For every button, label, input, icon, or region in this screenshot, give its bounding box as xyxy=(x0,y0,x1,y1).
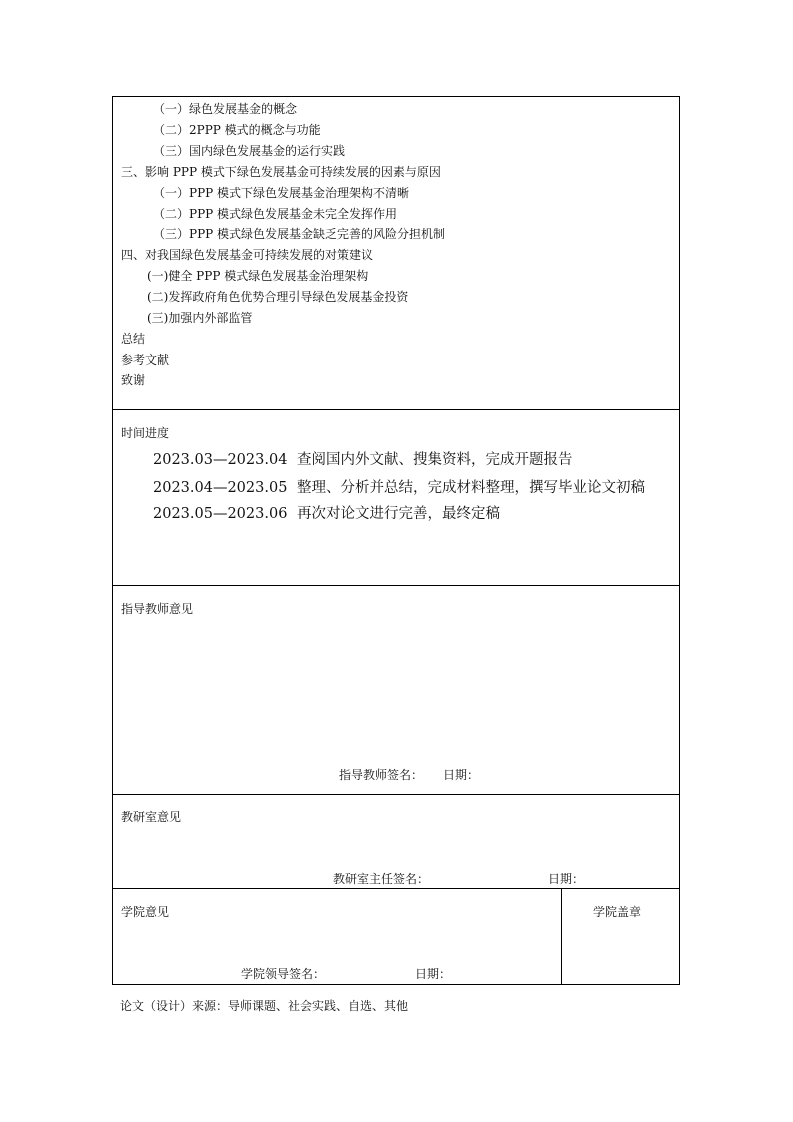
schedule-label: 时间进度 xyxy=(121,426,170,440)
outline-line: (一)健全 PPP 模式绿色发展基金治理架构 xyxy=(147,269,369,283)
department-date-label: 日期： xyxy=(548,872,585,886)
department-opinion-section xyxy=(113,795,679,889)
advisor-opinion-label: 指导教师意见 xyxy=(121,602,194,616)
schedule-row xyxy=(153,476,645,497)
college-opinion-label: 学院意见 xyxy=(121,905,170,919)
outline-line: 总结 xyxy=(121,332,146,346)
department-signature-label: 教研室主任签名： xyxy=(333,872,430,886)
outline-line: (二)发挥政府角色优势合理引导绿色发展基金投资 xyxy=(147,290,409,304)
advisor-signature-label: 指导教师签名： xyxy=(339,768,424,782)
department-opinion-label: 教研室意见 xyxy=(121,810,182,824)
college-seal-divider xyxy=(561,889,562,984)
college-seal-label: 学院盖章 xyxy=(593,905,642,919)
college-signature-label: 学院领导签名： xyxy=(241,967,326,981)
outline-line: 三、影响 PPP 模式下绿色发展基金可持续发展的因素与原因 xyxy=(121,165,441,179)
advisor-date-label: 日期： xyxy=(443,768,480,782)
outline-line: （三）国内绿色发展基金的运行实践 xyxy=(153,144,346,158)
advisor-opinion-section xyxy=(113,586,679,795)
schedule-task: 查阅国内外文献、搜集资料，完成开题报告 xyxy=(297,452,573,468)
schedule-task: 整理、分析并总结，完成材料整理，撰写毕业论文初稿 xyxy=(297,480,645,496)
college-opinion-section xyxy=(113,889,679,984)
outline-line: （一）PPP 模式下绿色发展基金治理架构不清晰 xyxy=(153,186,410,200)
outline-section xyxy=(113,97,679,410)
outline-line: 四、对我国绿色发展基金可持续发展的对策建议 xyxy=(121,248,374,262)
schedule-dates: 2023.04—2023.05 xyxy=(153,480,288,496)
outline-line: （二）PPP 模式绿色发展基金未完全发挥作用 xyxy=(153,207,398,221)
schedule-dates: 2023.05—2023.06 xyxy=(153,506,288,522)
outline-line: （三）PPP 模式绿色发展基金缺乏完善的风险分担机制 xyxy=(153,227,446,241)
proposal-form-table xyxy=(112,96,680,985)
schedule-section xyxy=(113,410,679,586)
outline-line: (三)加强内外部监管 xyxy=(147,311,253,325)
outline-line: 致谢 xyxy=(121,373,146,387)
thesis-source-note: 论文（设计）来源：导师课题、社会实践、自选、其他 xyxy=(120,999,409,1013)
outline-line: 参考文献 xyxy=(121,353,170,367)
outline-line: （二）2PPP 模式的概念与功能 xyxy=(153,123,321,137)
college-date-label: 日期： xyxy=(415,967,452,981)
outline-line: （一）绿色发展基金的概念 xyxy=(153,102,298,116)
schedule-task: 再次对论文进行完善，最终定稿 xyxy=(297,506,500,522)
schedule-dates: 2023.03—2023.04 xyxy=(153,452,288,468)
schedule-row xyxy=(153,502,500,523)
schedule-row xyxy=(153,448,573,469)
